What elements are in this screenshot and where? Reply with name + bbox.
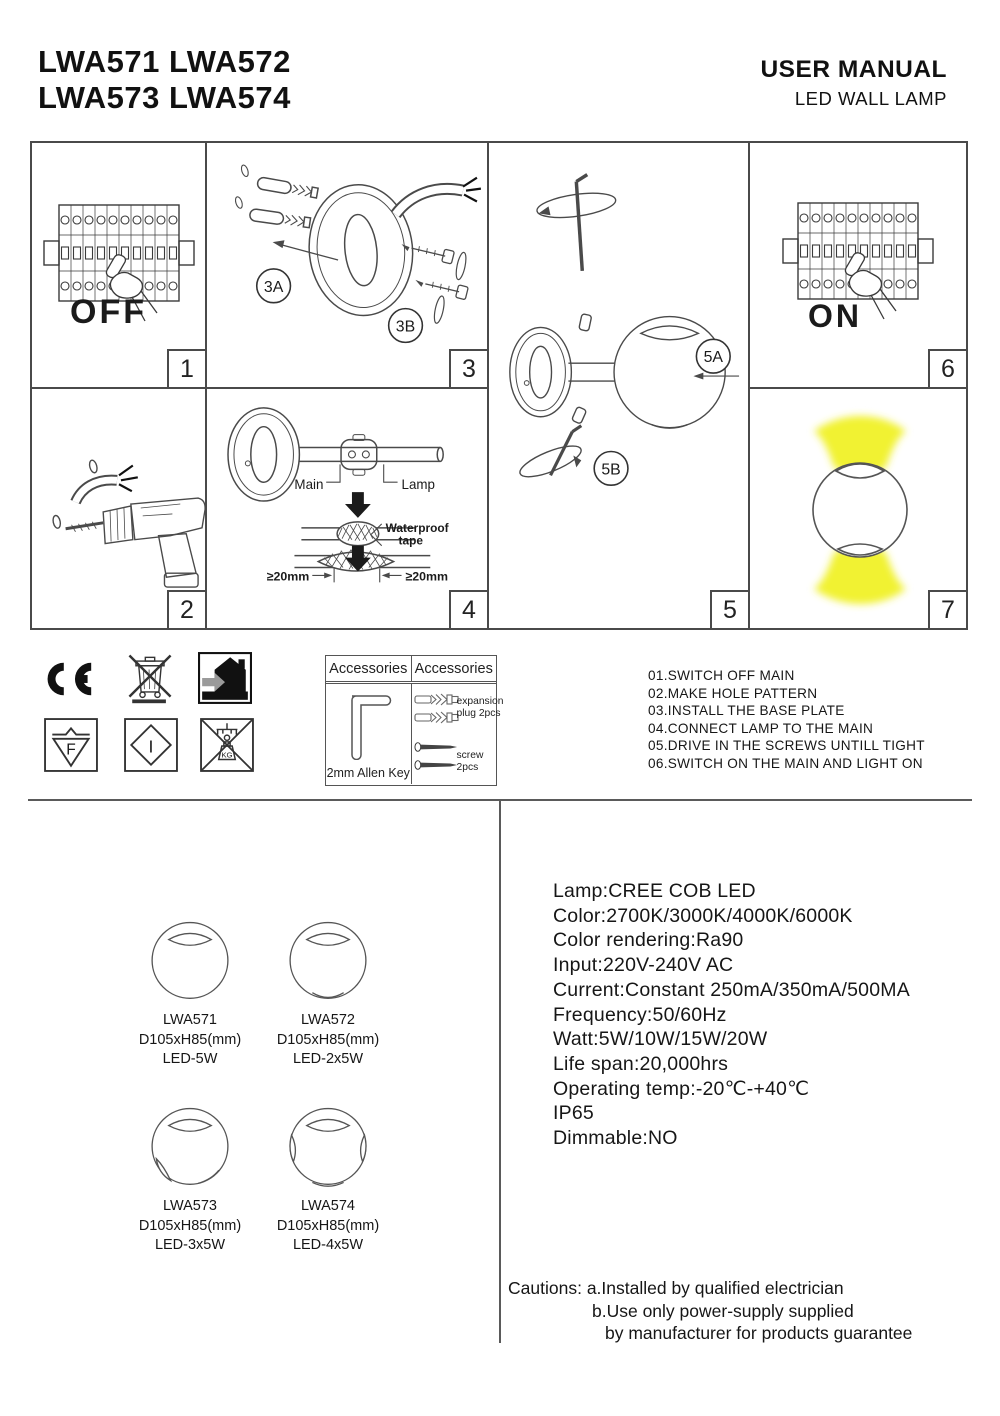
caution-line: b.Use only power-supply supplied (592, 1300, 854, 1321)
spec-line: Color rendering:Ra90 (553, 929, 744, 952)
document-title (760, 56, 947, 110)
caution-line: a.Installed by qualified electrician (586, 1278, 844, 1298)
lamp-sphere-4-way (283, 1099, 373, 1191)
svg-text:5A: 5A (703, 349, 723, 367)
spec-line: Lamp:CREE COB LED (553, 880, 756, 902)
model-numbers (38, 44, 291, 116)
svg-text:5B: 5B (601, 461, 621, 479)
spec-line: Frequency:50/60Hz (553, 1003, 727, 1026)
cautions-block (508, 1277, 912, 1345)
main-wire-label: Main (294, 477, 324, 493)
spec-line: Life span:20,000hrs (553, 1052, 729, 1075)
no-load-kg-icon (200, 718, 254, 772)
step-panel-5-tighten (489, 143, 750, 628)
allen-key-label: 2mm Allen Key (326, 766, 410, 780)
instruction-item: 03.INSTALL THE BASE PLATE (648, 703, 845, 718)
dimension-right: ≥20mm (405, 569, 449, 584)
spec-line: Operating temp:-20℃-+40℃ (553, 1077, 810, 1100)
spec-line: Dimmable:NO (553, 1127, 678, 1150)
lamp-sphere-3-way (145, 1099, 235, 1191)
installation-steps-grid (30, 141, 968, 630)
step-number-5: 5 (710, 590, 748, 628)
step-number-3: 3 (449, 349, 487, 387)
product-size: D105xH85(mm) (138, 1217, 242, 1234)
step-panel-4-connect (207, 389, 489, 628)
step-panel-6-switch-on (750, 143, 966, 389)
instruction-item: 04.CONNECT LAMP TO THE MAIN (648, 720, 874, 736)
on-label: ON (808, 298, 862, 334)
off-label: OFF (70, 293, 147, 331)
product-card-lwa572 (250, 913, 406, 1070)
section-divider-vertical (499, 800, 501, 1343)
expansion-plug-icon (414, 710, 459, 724)
product-model: LWA571 (163, 1012, 217, 1028)
spec-line: Watt:5W/10W/15W/20W (553, 1028, 768, 1051)
screw-label: screw 2pcs (456, 750, 484, 773)
accessories-table (325, 655, 504, 786)
wiring-diagram (207, 389, 487, 626)
instruction-item: 06.SWITCH ON THE MAIN AND LIGHT ON (648, 755, 923, 771)
screw-icon (414, 742, 460, 752)
product-card-lwa574 (250, 1099, 406, 1256)
product-size: D105xH85(mm) (276, 1031, 380, 1048)
product-size: D105xH85(mm) (138, 1031, 242, 1048)
lamp-sphere-2-way (283, 913, 373, 1005)
accessories-header-left: Accessories (326, 656, 412, 681)
step-label-5a (696, 339, 730, 373)
product-power: LED-4x5W (292, 1237, 364, 1253)
spec-line: IP65 (553, 1102, 594, 1125)
waterproof-tape-label-1: Waterproof (385, 520, 449, 535)
base-plate-diagram (207, 143, 487, 387)
indoor-use-icon (198, 652, 252, 704)
instruction-list (648, 667, 978, 772)
product-power: LED-2x5W (292, 1051, 364, 1067)
product-card-lwa573 (112, 1099, 268, 1256)
class-i-icon (124, 718, 178, 772)
product-model: LWA573 (163, 1198, 217, 1214)
svg-text:3A: 3A (263, 278, 284, 296)
product-power: LED-5W (162, 1051, 218, 1067)
expansion-plug-icon (414, 692, 459, 706)
step-number-1: 1 (167, 349, 205, 387)
specifications-list (553, 879, 963, 1151)
product-size: D105xH85(mm) (276, 1217, 380, 1234)
step-label-3a (257, 269, 291, 303)
product-power: LED-3x5W (154, 1237, 226, 1253)
caution-line: by manufacturer for products guarantee (605, 1323, 913, 1344)
dimension-left: ≥20mm (266, 569, 310, 584)
step-panel-3-base-plate (207, 143, 489, 389)
instruction-item: 02.MAKE HOLE PATTERN (648, 685, 818, 701)
lamp-sphere-1-way (145, 913, 235, 1005)
instruction-item: 01.SWITCH OFF MAIN (648, 668, 795, 683)
cautions-prefix: Cautions: (508, 1278, 582, 1298)
model-line-2: LWA573 LWA574 (38, 80, 291, 115)
accessories-header-right: Accessories (414, 660, 493, 677)
allen-key-icon (338, 686, 402, 760)
step-label-3b (389, 309, 423, 343)
product-model: LWA574 (301, 1198, 355, 1214)
spec-line: Color:2700K/3000K/4000K/6000K (553, 904, 853, 927)
product-subtitle: LED WALL LAMP (794, 88, 947, 109)
ce-mark-icon (40, 656, 102, 702)
waterproof-tape-label-2: tape (398, 533, 423, 548)
instruction-item: 05.DRIVE IN THE SCREWS UNTILL TIGHT (648, 738, 925, 753)
step-panel-2-drill (32, 389, 207, 628)
expansion-plug-label: expansion plug 2pcs (456, 696, 504, 719)
allen-key-diagram (489, 143, 748, 626)
product-model: LWA572 (301, 1012, 355, 1028)
model-line-1: LWA571 LWA572 (38, 44, 291, 79)
spec-line: Input:220V-240V AC (553, 954, 734, 977)
f-mark-icon (44, 718, 98, 772)
product-card-lwa571 (112, 913, 268, 1070)
step-number-6: 6 (928, 349, 966, 387)
allen-key-cell (326, 684, 412, 784)
user-manual-title: USER MANUAL (760, 56, 947, 83)
step-number-2: 2 (167, 590, 205, 628)
screw-icon (414, 760, 460, 770)
kg-letters: KG (221, 750, 233, 760)
step-panel-7-light-on (750, 389, 966, 628)
step-panel-1-switch-off (32, 143, 207, 389)
weee-bin-icon (122, 648, 178, 706)
lamp-wire-label: Lamp (401, 477, 436, 493)
step-number-4: 4 (449, 590, 487, 628)
class-i-letter: I (148, 736, 154, 757)
f-mark-letter: F (66, 741, 76, 759)
plug-screw-cell (412, 684, 504, 784)
step-label-5b (594, 451, 628, 485)
svg-text:3B: 3B (395, 318, 416, 336)
spec-line: Current:Constant 250mA/350mA/500MA (553, 978, 910, 1001)
step-number-7: 7 (928, 590, 966, 628)
